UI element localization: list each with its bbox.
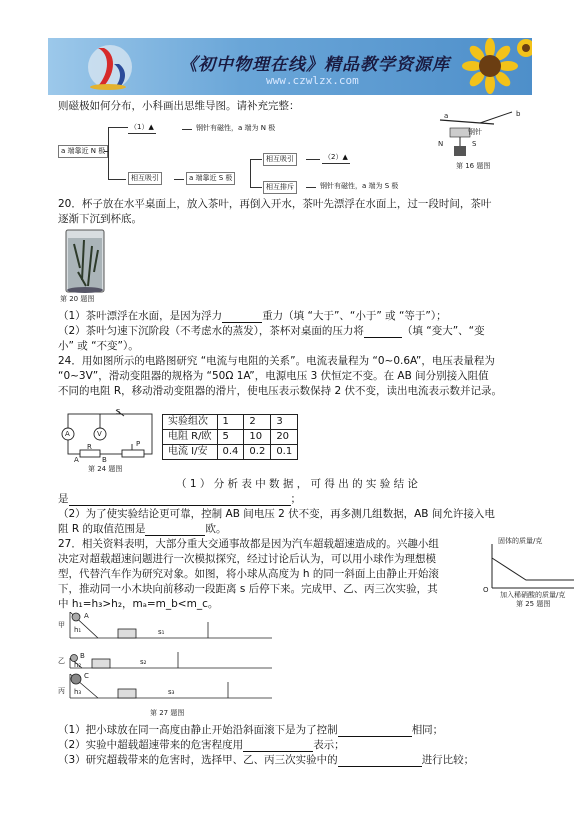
fig27-ball-b: B	[80, 652, 85, 660]
fig27-s3: s₃	[168, 688, 175, 696]
q27-line5: 中 h₁=h₃>h₂，mₐ=m_b<m_c。	[58, 598, 219, 610]
fig24-ammeter: A	[65, 430, 70, 438]
q24-line3: 不同的电阻 R，移动滑动变阻器的滑片，使电压表示数保持 2 伏不变，读出电流表示数并记录。	[58, 385, 502, 397]
answer-blank[interactable]	[69, 494, 291, 506]
q20-line1: 20．杯子放在水平桌面上，放入茶叶，再倒入开水，茶叶先漂浮在水面上，过一段时间，茶叶	[58, 198, 492, 210]
fig25-origin: O	[483, 586, 489, 594]
banner	[48, 38, 532, 95]
logo-icon	[58, 40, 168, 93]
fig16-s: S	[472, 140, 477, 148]
mind-map-upper-result: 钢针有磁性，a 端为 N 极	[196, 124, 276, 132]
fig27-ball-a: A	[84, 612, 89, 620]
table-row: 实验组次 1 2 3	[163, 415, 298, 430]
q24-line1: 24．用如图所示的电路图研究 “电流与电阻的关系”。电流表量程为 “0~0.6A”，电压表量程为	[58, 355, 495, 367]
fig27-row-bing: 丙	[58, 687, 65, 695]
fig27-ball-c: C	[84, 672, 89, 680]
q27-line3: 型，代替汽车作为研究对象。如图，将小球从高度为 h 的同一斜面上由静止开始滚	[58, 568, 439, 580]
fig27-h1: h₁	[74, 626, 82, 634]
fig25-ylabel: 固体的质量/克	[498, 537, 543, 545]
fig27-s2: s₂	[140, 658, 147, 666]
table-row: 电阻 R/欧 5 10 20	[163, 430, 298, 445]
q20-sub2-cont: 小” 或 “不变”）。	[58, 340, 139, 352]
fig24-a: A	[74, 456, 79, 464]
banner-url: www.czwlzx.com	[266, 74, 359, 87]
mind-map-attract2: 相互吸引	[263, 153, 297, 166]
q27-sub1: （1）把小球放在同一高度由静止开始沿斜面滚下是为了控制 相同；	[58, 724, 444, 736]
fig27-row-yi: 乙	[58, 657, 65, 665]
fig27-s1: s₁	[158, 628, 165, 636]
fig16-a: a	[444, 112, 449, 120]
answer-blank[interactable]	[338, 755, 422, 767]
fig27-row-jia: 甲	[58, 621, 65, 629]
fig27-label: 第 27 题图	[150, 709, 185, 717]
table-row: 电流 I/安 0.4 0.2 0.1	[163, 445, 298, 460]
sunflower-icon	[448, 38, 532, 95]
q24-data-table	[162, 414, 298, 460]
mind-map-root: a 端靠近 N 极	[58, 145, 108, 158]
mind-map	[58, 117, 428, 192]
fig24-r: R	[87, 443, 92, 451]
fig25-xlabel: 加入稀硝酸的质量/克	[500, 591, 566, 599]
fig24-slider: P	[136, 440, 141, 448]
fig20-label: 第 20 题图	[60, 295, 95, 303]
q27-sub3: （3）研究超载带来的危害时，选择甲、乙、丙三次实验中的 进行比较；	[58, 754, 475, 766]
fig27-h3: h₃	[74, 688, 82, 696]
circuit-diagram	[60, 408, 160, 460]
q19-intro: 则磁极如何分布，小科画出思维导图。请补充完整：	[58, 100, 300, 112]
fig24-b: B	[102, 456, 107, 464]
q27-line4: 下，推动同一小木块向前移动一段距离 s 后停下来。完成甲、乙、丙三次实验，其	[58, 583, 438, 595]
answer-blank[interactable]	[145, 524, 205, 536]
figure-20	[60, 228, 110, 304]
q20-sub2: （2）茶叶匀速下沉阶段（不考虑水的蒸发），茶杯对桌面的压力将 （填 “变大”、“变	[58, 325, 485, 337]
q27-line2: 决定对超载超速问题进行一次模拟探究，经过讨论后认为，可以用小球作为理想模	[58, 553, 436, 565]
q27-line1: 27．相关资料表明，大部分重大交通事故都是因为汽车超载超速造成的。兴趣小组	[58, 538, 439, 550]
mind-map-lower-attract: 相互吸引	[128, 172, 162, 185]
fig24-label: 第 24 题图	[88, 465, 123, 473]
fig25-label: 第 25 题图	[516, 600, 551, 608]
figure-16	[432, 110, 532, 172]
q20-sub1: （1）茶叶漂浮在水面，是因为浮力 重力（填 “大于”、“小于” 或 “等于”）；	[58, 310, 447, 322]
tea-cup-photo	[60, 228, 110, 294]
figure-24	[60, 408, 160, 473]
fig16-label: 第 16 题图	[456, 162, 491, 170]
banner-title: 《初中物理在线》精品教学资源库	[180, 55, 450, 75]
fig25-graph	[486, 544, 576, 590]
mind-map-upper-label: （1）▲	[128, 122, 156, 134]
q20-line2: 逐渐下沉到杯底。	[58, 213, 142, 225]
mind-map-lower-result: 钢针有磁性，a 端为 S 极	[320, 182, 399, 190]
figure-27	[58, 612, 278, 718]
figure-25	[478, 536, 578, 610]
q24-sub1: （ 1 ） 分 析 表 中 数 据 ， 可 得 出 的 实 验 结 论	[176, 478, 418, 490]
fig16-b: b	[516, 110, 521, 118]
mind-map-repel: 相互排斥	[263, 181, 297, 194]
fig24-switch: S	[116, 408, 121, 416]
mind-map-near-s: a 端靠近 S 极	[186, 172, 235, 185]
fig16-n: N	[438, 140, 444, 148]
mind-map-q2: （2）▲	[322, 152, 350, 164]
q27-sub2: （2）实验中超载超速带来的危害程度用 表示；	[58, 739, 345, 751]
answer-blank[interactable]	[243, 740, 313, 752]
fig27-h2: h₂	[74, 661, 82, 669]
q24-sub2: （2）为了使实验结论更可靠，控制 AB 间电压 2 伏不变，再多测几组数据，AB 间允许接入电	[58, 508, 495, 520]
fig24-voltmeter: V	[97, 430, 102, 438]
q24-line2: “0~3V”，滑动变阻器的规格为 “50Ω 1A”，电源电压 3 伏恒定不变。在 AB 间分别接入阻值	[58, 370, 489, 382]
mind-map-branch	[108, 127, 110, 179]
fig16-needle: 钢针	[468, 128, 482, 136]
answer-blank[interactable]	[364, 326, 402, 338]
answer-blank[interactable]	[222, 311, 262, 323]
q24-sub2-cont: 阻 R 的取值范围是 欧。	[58, 523, 227, 535]
q24-sub1-cont: 是 ；	[58, 493, 301, 505]
answer-blank[interactable]	[338, 725, 412, 737]
